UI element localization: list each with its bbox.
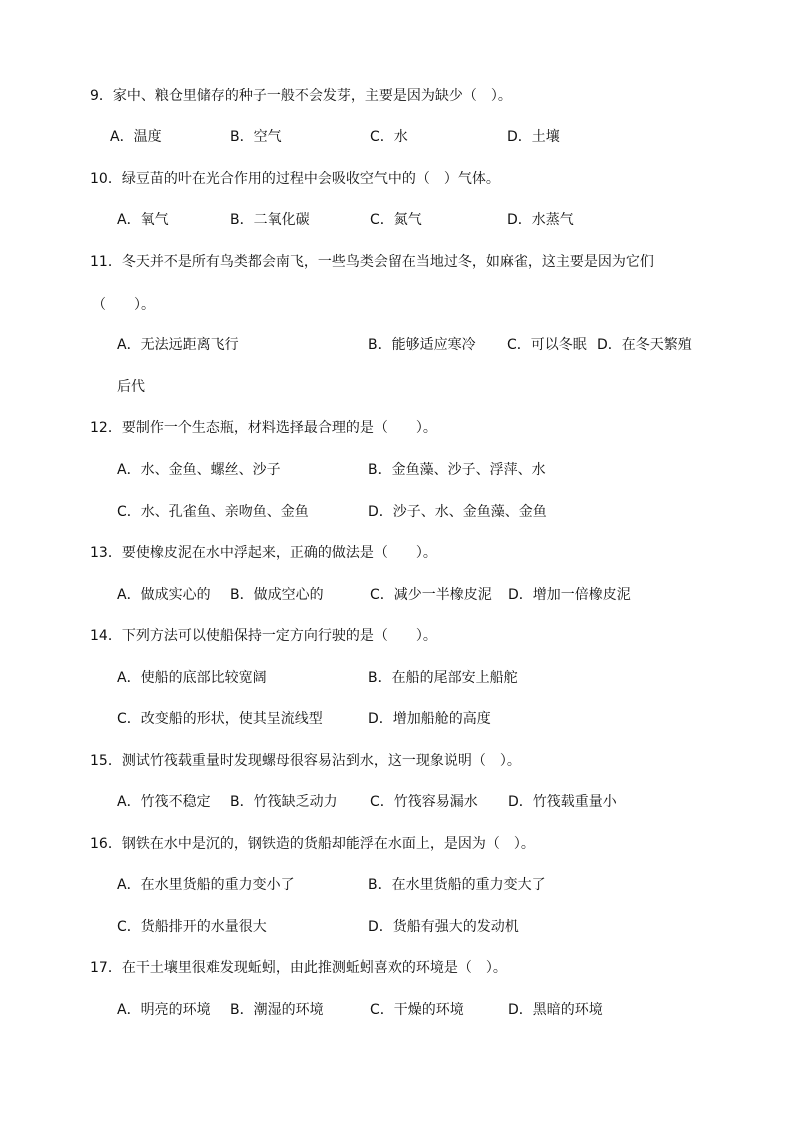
question-number: 16． bbox=[90, 836, 122, 852]
q13-option-a[interactable]: A．做成实心的 bbox=[117, 587, 211, 603]
q16-option-d[interactable]: D．货船有强大的发动机 bbox=[368, 919, 519, 935]
q9-option-a[interactable]: A．温度 bbox=[110, 129, 162, 145]
q13-option-c[interactable]: C．减少一半橡皮泥 bbox=[370, 587, 492, 603]
q16-option-a[interactable]: A．在水里货船的重力变小了 bbox=[117, 877, 295, 893]
question-number: 12． bbox=[90, 420, 122, 436]
q11-option-d[interactable]: D．在冬天繁殖 bbox=[597, 337, 692, 353]
q15-option-d[interactable]: D．竹筏载重量小 bbox=[508, 794, 617, 810]
q17-option-b[interactable]: B．潮湿的环境 bbox=[230, 1002, 324, 1018]
question-stem: 冬天并不是所有鸟类都会南飞，一些鸟类会留在当地过冬，如麻雀，这主要是因为它们 bbox=[121, 254, 654, 270]
q10-option-a[interactable]: A．氧气 bbox=[117, 212, 169, 228]
question-stem: 要制作一个生态瓶，材料选择最合理的是（ ）。 bbox=[121, 420, 437, 436]
question-number: 10． bbox=[90, 171, 122, 187]
q9-option-d[interactable]: D．土壤 bbox=[507, 129, 560, 145]
q9-option-b[interactable]: B．空气 bbox=[230, 129, 282, 145]
q17-option-c[interactable]: C．干燥的环境 bbox=[370, 1002, 464, 1018]
question-number: 13． bbox=[90, 545, 122, 561]
q11-option-b[interactable]: B．能够适应寒冷 bbox=[368, 337, 476, 353]
q14-option-b[interactable]: B．在船的尾部安上船舵 bbox=[368, 670, 518, 686]
q12-option-b[interactable]: B．金鱼藻、沙子、浮萍、水 bbox=[368, 462, 546, 478]
q10-option-c[interactable]: C．氮气 bbox=[370, 212, 422, 228]
question-9 bbox=[90, 87, 512, 105]
question-10 bbox=[90, 170, 500, 188]
question-stem: 要使橡皮泥在水中浮起来，正确的做法是（ ）。 bbox=[121, 545, 437, 561]
q11-option-c[interactable]: C．可以冬眠 bbox=[507, 337, 587, 353]
question-number: 17． bbox=[90, 960, 122, 976]
q14-option-d[interactable]: D．增加船舱的高度 bbox=[368, 711, 491, 727]
q17-option-a[interactable]: A．明亮的环境 bbox=[117, 1002, 211, 1018]
question-13 bbox=[90, 544, 437, 562]
q12-option-c[interactable]: C．水、孔雀鱼、亲吻鱼、金鱼 bbox=[117, 504, 309, 520]
q15-option-c[interactable]: C．竹筏容易漏水 bbox=[370, 794, 478, 810]
question-stem: 测试竹筏载重量时发现螺母很容易沾到水，这一现象说明（ ）。 bbox=[121, 753, 521, 769]
q12-option-a[interactable]: A．水、金鱼、螺丝、沙子 bbox=[117, 462, 281, 478]
question-stem: 绿豆苗的叶在光合作用的过程中会吸收空气中的（ ）气体。 bbox=[121, 171, 500, 187]
question-12 bbox=[90, 419, 437, 437]
question-number: 15． bbox=[90, 753, 122, 769]
q15-option-b[interactable]: B．竹筏缺乏动力 bbox=[230, 794, 338, 810]
question-stem: 下列方法可以使船保持一定方向行驶的是（ ）。 bbox=[121, 628, 437, 644]
q17-option-d[interactable]: D．黑暗的环境 bbox=[508, 1002, 603, 1018]
q13-option-d[interactable]: D．增加一倍橡皮泥 bbox=[508, 587, 631, 603]
question-stem: 家中、粮仓里储存的种子一般不会发芽，主要是因为缺少（ ）。 bbox=[112, 88, 512, 104]
question-number: 9． bbox=[90, 88, 113, 104]
q11-option-d-continuation: 后代 bbox=[117, 379, 145, 395]
question-stem: 钢铁在水中是沉的，钢铁造的货船却能浮在水面上，是因为（ ）。 bbox=[121, 836, 535, 852]
q13-option-b[interactable]: B．做成空心的 bbox=[230, 587, 324, 603]
q16-option-c[interactable]: C．货船排开的水量很大 bbox=[117, 919, 267, 935]
question-15 bbox=[90, 752, 521, 770]
q14-option-c[interactable]: C．改变船的形状，使其呈流线型 bbox=[117, 711, 323, 727]
q10-option-d[interactable]: D．水蒸气 bbox=[507, 212, 574, 228]
question-number: 11． bbox=[90, 254, 122, 270]
q10-option-b[interactable]: B．二氧化碳 bbox=[230, 212, 310, 228]
q11-option-a[interactable]: A．无法远距离飞行 bbox=[117, 337, 239, 353]
question-stem: 在干土壤里很难发现蚯蚓，由此推测蚯蚓喜欢的环境是（ ）。 bbox=[121, 960, 507, 976]
question-number: 14． bbox=[90, 628, 122, 644]
q9-option-c[interactable]: C．水 bbox=[370, 129, 408, 145]
question-11 bbox=[90, 253, 654, 271]
question-11-continuation: （ ）。 bbox=[92, 297, 155, 313]
q15-option-a[interactable]: A．竹筏不稳定 bbox=[117, 794, 211, 810]
q12-option-d[interactable]: D．沙子、水、金鱼藻、金鱼 bbox=[368, 504, 547, 520]
q16-option-b[interactable]: B．在水里货船的重力变大了 bbox=[368, 877, 546, 893]
q14-option-a[interactable]: A．使船的底部比较宽阔 bbox=[117, 670, 267, 686]
question-16 bbox=[90, 835, 535, 853]
question-17 bbox=[90, 959, 507, 977]
question-14 bbox=[90, 627, 437, 645]
